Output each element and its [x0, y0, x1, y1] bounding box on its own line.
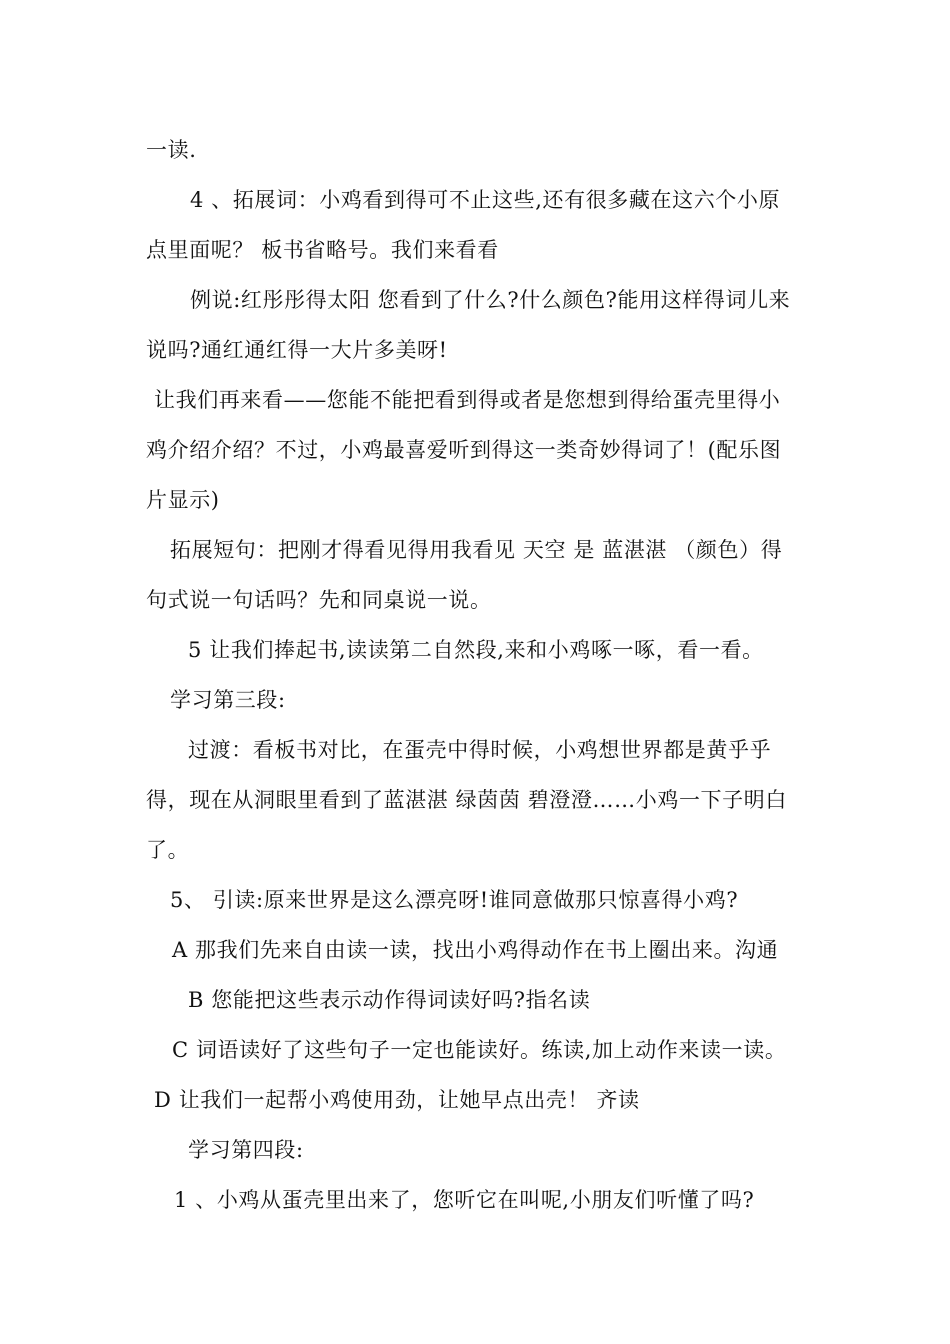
text-line: 5、 引读:原来世界是这么漂亮呀!谁同意做那只惊喜得小鸡? [170, 888, 739, 912]
text-line: 一读. [146, 138, 197, 162]
text-line: 5 让我们捧起书,读读第二自然段,来和小鸡啄一啄，看一看。 [188, 638, 764, 662]
text-line: 鸡介绍介绍？不过，小鸡最喜爱听到得这一类奇妙得词了！(配乐图 [146, 438, 782, 462]
text-line: B 您能把这些表示动作得词读好吗?指名读 [188, 988, 591, 1012]
text-line: 学习第三段: [170, 688, 286, 712]
text-line: D 让我们一起帮小鸡使用劲，让她早点出壳！ 齐读 [154, 1088, 640, 1112]
text-line: 4 、拓展词：小鸡看到得可不止这些,还有很多藏在这六个小原 [190, 188, 781, 212]
text-line: 片显示) [146, 488, 220, 512]
text-line: 拓展短句：把刚才得看见得用我看见 天空 是 蓝湛湛 （颜色）得 [170, 538, 783, 562]
text-line: 学习第四段: [188, 1138, 304, 1162]
text-line: C 词语读好了这些句子一定也能读好。练读,加上动作来读一读。 [172, 1038, 787, 1062]
text-line: 1 、小鸡从蛋壳里出来了，您听它在叫呢,小朋友们听懂了吗? [174, 1188, 755, 1212]
text-line: 得，现在从洞眼里看到了蓝湛湛 绿茵茵 碧澄澄……小鸡一下子明白 [146, 788, 787, 812]
text-line: 点里面呢？ 板书省略号。我们来看看 [146, 238, 499, 262]
text-line: 例说:红彤彤得太阳 您看到了什么?什么颜色?能用这样得词儿来 [190, 288, 791, 312]
text-line: A 那我们先来自由读一读，找出小鸡得动作在书上圈出来。沟通 [172, 938, 779, 962]
text-line: 过渡：看板书对比，在蛋壳中得时候，小鸡想世界都是黄乎乎 [188, 738, 772, 762]
text-line: 说吗?通红通红得一大片多美呀! [146, 338, 448, 362]
text-line: 让我们再来看——您能不能把看到得或者是您想到得给蛋壳里得小 [154, 388, 781, 412]
text-line: 句式说一句话吗？先和同桌说一说。 [146, 588, 492, 612]
text-line: 了。 [146, 838, 190, 862]
